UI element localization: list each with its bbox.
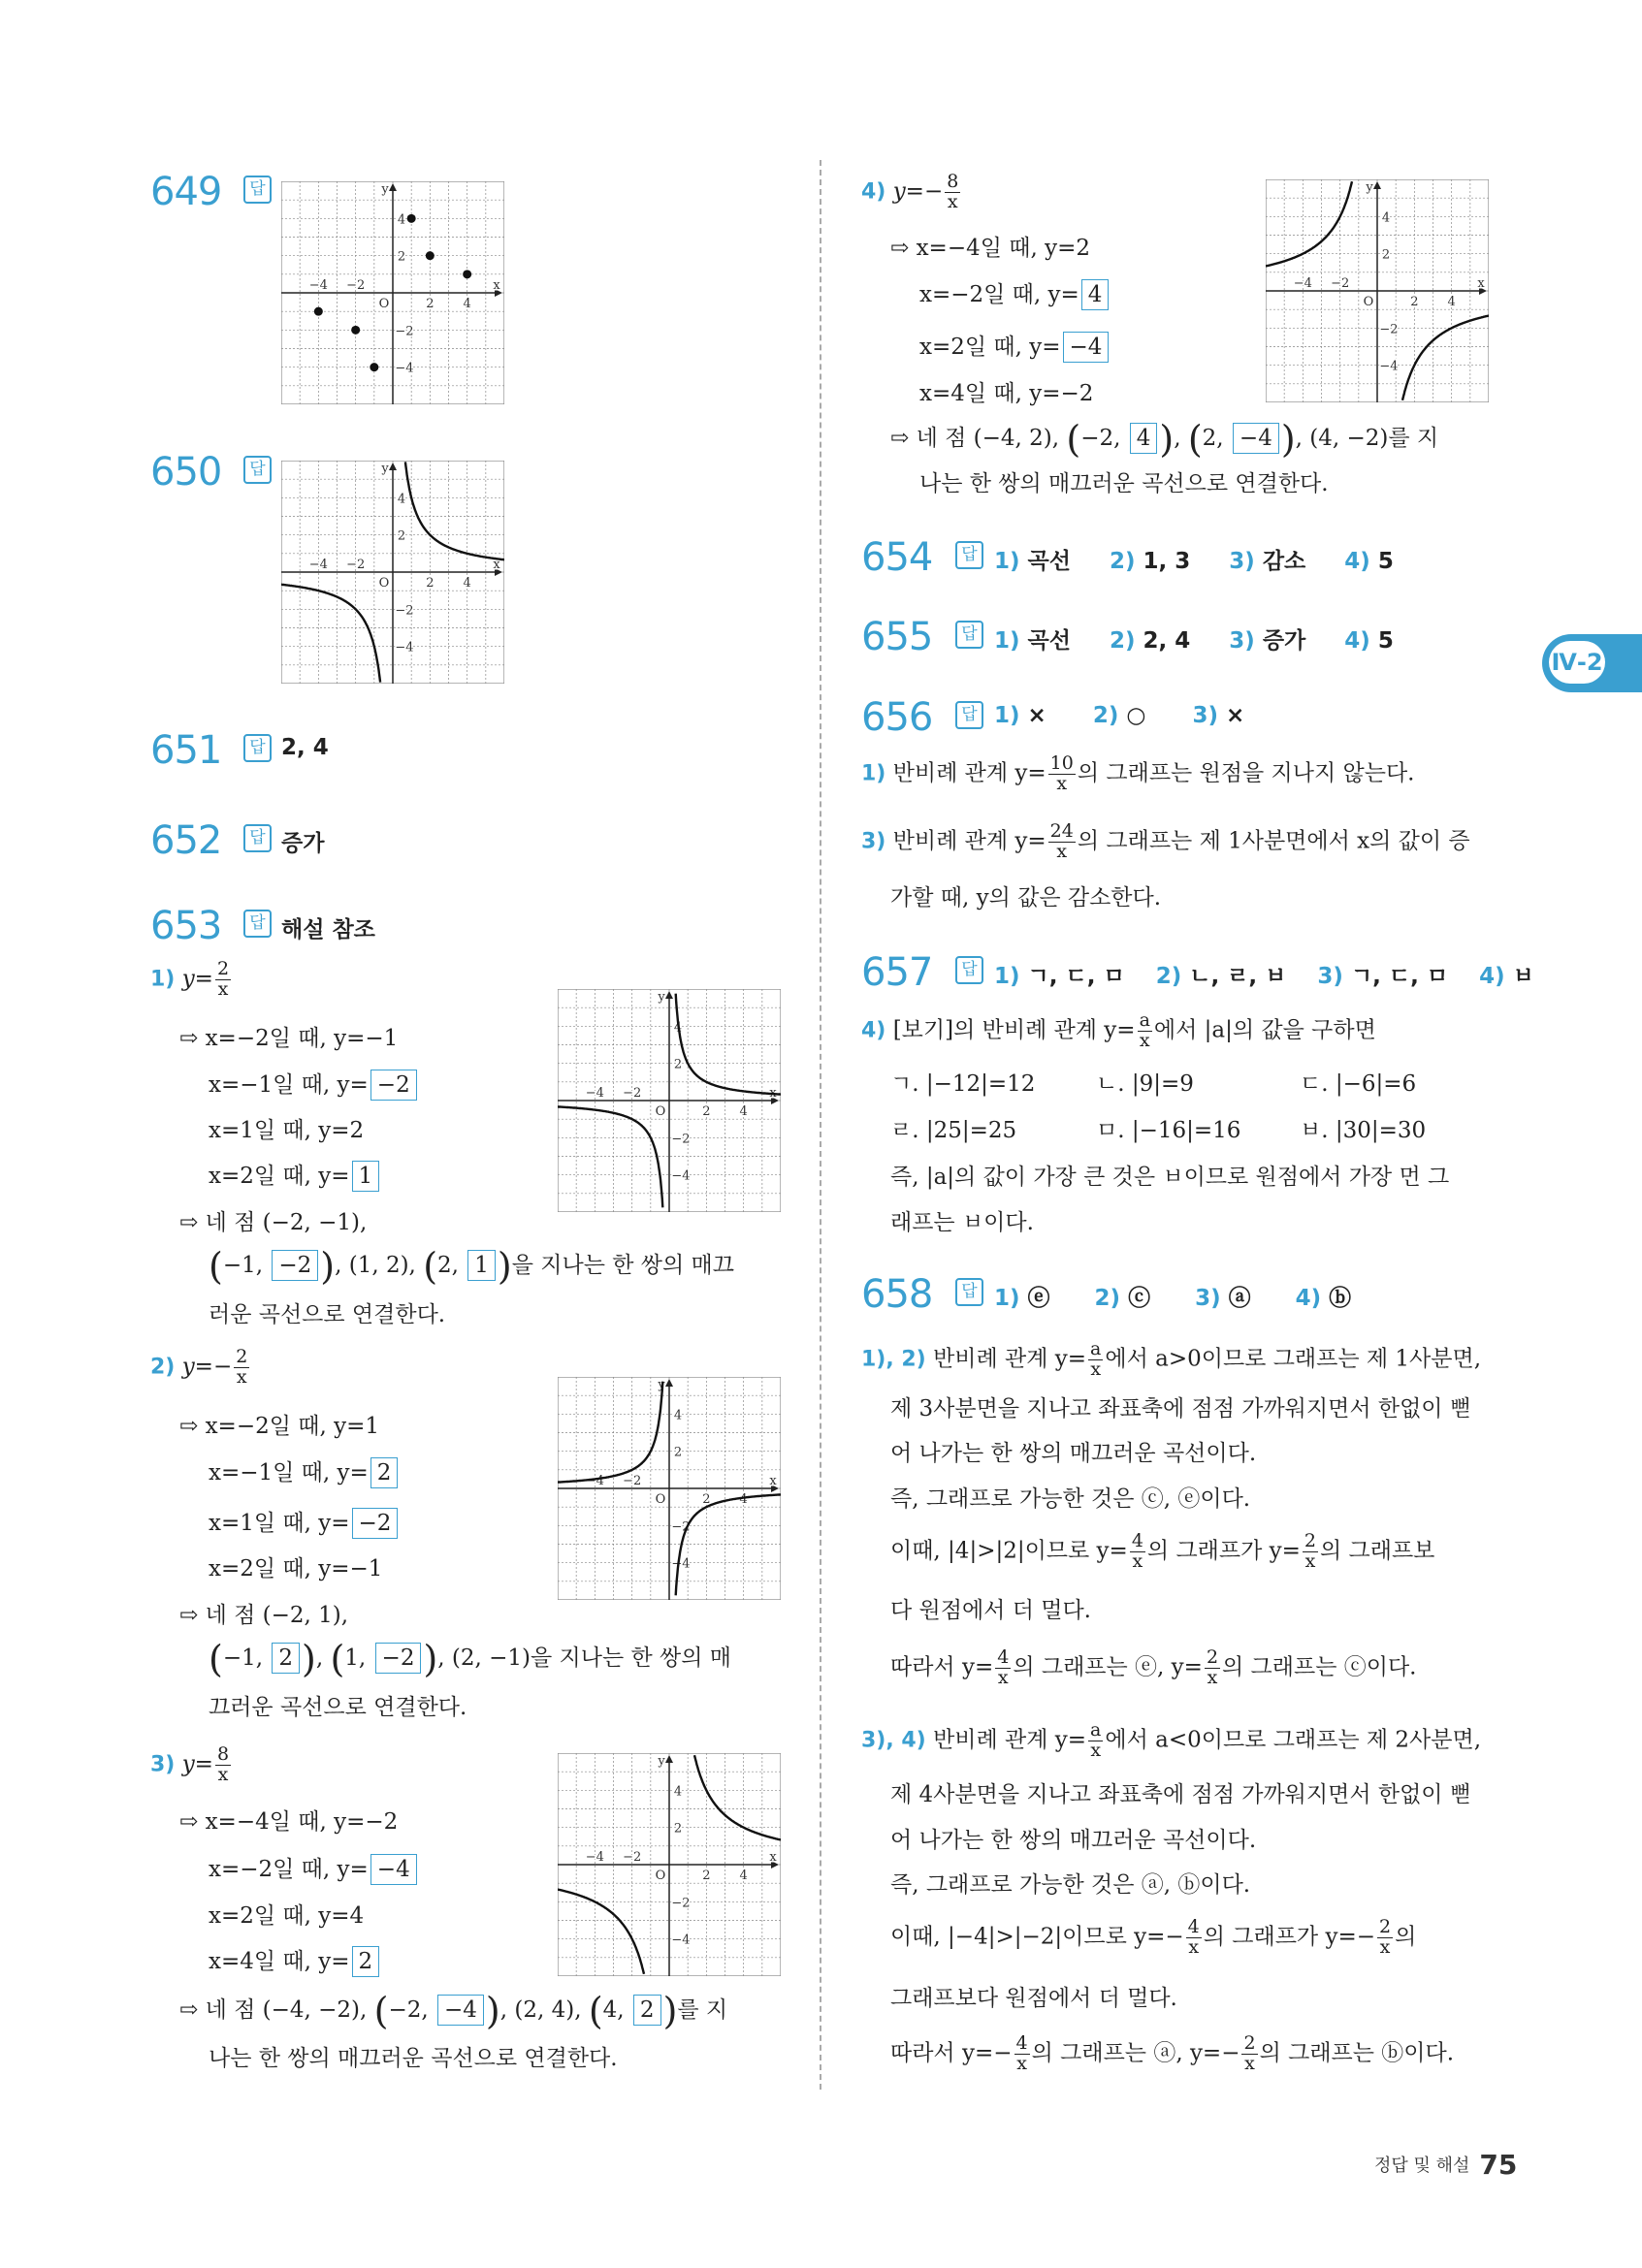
x-label: x <box>769 1086 777 1101</box>
coordinate-plane <box>558 1377 781 1600</box>
sol658-b-line1: 3), 4) 반비례 관계 y= $\frac{a}{x}$ 에서 a<0이므로 그래프는 제 2사분면, <box>861 1719 1482 1761</box>
sol657-row2-b: ㅁ. |−16|=16 <box>1096 1118 1241 1143</box>
answer-mark-651: 답 <box>243 734 272 762</box>
column-divider <box>820 160 821 2090</box>
answer-mark-657: 답 <box>955 956 983 984</box>
answer-mark-653: 답 <box>243 910 272 938</box>
tick-label: 4 <box>397 212 406 228</box>
sol653-2-line2: x=−1일 때, y= 2 <box>209 1457 400 1488</box>
x-label: x <box>493 558 500 572</box>
problem-653-number: 653 <box>150 904 222 948</box>
x-label: x <box>769 1474 777 1488</box>
sol653-1-line4: x=2일 때, y= 1 <box>209 1161 381 1192</box>
tick-label: −4 <box>671 1168 691 1184</box>
sol653-4-line1: ⇨ x=−4일 때, y=2 <box>890 236 1090 261</box>
sol656-line1: 1) 반비례 관계 y= $\frac{10}{x}$ 의 그래프는 원점을 지나지 않는다. <box>861 752 1415 794</box>
tick-label: 2 <box>702 1104 711 1119</box>
coordinate-plane <box>558 989 781 1212</box>
answer-mark-656: 답 <box>955 701 983 729</box>
sol653-4-line3: x=2일 때, y= −4 <box>919 332 1111 363</box>
y-label: y <box>658 1754 665 1769</box>
sol657-row1-c: ㄷ. |−6|=6 <box>1300 1071 1417 1097</box>
y-arrow-icon <box>389 463 397 470</box>
graph-649 <box>281 181 504 408</box>
hyperbola-branch <box>558 1382 662 1483</box>
problem-650-number: 650 <box>150 450 222 495</box>
tick-label: 4 <box>739 1104 748 1119</box>
sol653-1-equation: 1) y= $\frac{2}{x}$ <box>150 958 230 1000</box>
tick-label: 2 <box>673 1445 683 1460</box>
tick-label: −4 <box>1293 276 1312 291</box>
tick-label: 4 <box>463 297 471 311</box>
sol653-3-line3: x=2일 때, y=4 <box>209 1903 365 1929</box>
tick-label: 4 <box>463 576 471 591</box>
origin-label: O <box>655 1104 666 1119</box>
x-label: x <box>1477 276 1485 291</box>
sol653-2-line3: x=1일 때, y= −2 <box>209 1508 400 1539</box>
tick-label: −4 <box>395 361 414 376</box>
y-arrow-icon <box>665 991 673 999</box>
answer-652: 증가 <box>281 831 325 856</box>
x-label: x <box>769 1850 777 1865</box>
graph-653-1 <box>558 989 781 1216</box>
tick-label: −4 <box>585 1850 604 1865</box>
coordinate-plane <box>281 461 504 684</box>
sol658-a-line3: 어 나가는 한 쌍의 매끄러운 곡선이다. <box>890 1441 1257 1466</box>
coordinate-plane <box>1266 179 1489 402</box>
data-point <box>370 363 378 371</box>
sol657-line1: 4) [보기]의 반비례 관계 y= $\frac{a}{x}$ 에서 |a|의 값을 구하면 <box>861 1009 1376 1051</box>
tick-label: −4 <box>308 278 328 293</box>
sol658-b-line5: 이때, |−4|>|−2|이므로 y=− $\frac{4}{x}$ 의 그래프가 y=− $\frac{2}{x}$ 의 <box>890 1916 1417 1958</box>
sol657-line2: 즉, |a|의 값이 가장 큰 것은 ㅂ이므로 원점에서 가장 먼 그 <box>890 1165 1450 1190</box>
tick-label: 4 <box>739 1492 748 1507</box>
sol658-a-line2: 제 3사분면을 지나고 좌표축에 점점 가까워지면서 한없이 뻗 <box>890 1396 1472 1421</box>
tick-label: −2 <box>623 1474 642 1488</box>
tick-label: 2 <box>673 1821 683 1837</box>
tick-label: −2 <box>671 1132 691 1147</box>
sol656-line3: 가할 때, y의 값은 감소한다. <box>890 885 1162 910</box>
tick-label: 4 <box>673 1408 683 1423</box>
tick-label: −4 <box>308 558 328 572</box>
hyperbola-branch <box>558 1106 662 1207</box>
tick-label: −4 <box>395 640 414 655</box>
y-label: y <box>658 990 665 1005</box>
tick-label: −2 <box>671 1896 691 1911</box>
chapter-tab-label: Ⅳ-2 <box>1549 641 1605 684</box>
coordinate-plane <box>281 181 504 404</box>
tick-label: −4 <box>671 1556 691 1572</box>
y-arrow-icon <box>665 1755 673 1763</box>
tick-label: −4 <box>585 1474 604 1488</box>
tick-label: −4 <box>671 1933 691 1948</box>
tick-label: −2 <box>623 1086 642 1101</box>
tick-label: 2 <box>702 1492 711 1507</box>
sol653-2-line6: (−1, 2 ), (1, −2 ), (2, −1)을 지나는 한 쌍의 매 <box>209 1638 731 1680</box>
problem-656-number: 656 <box>861 695 933 740</box>
answer-653: 해설 참조 <box>281 917 375 942</box>
sol653-4-equation: 4) y=− $\frac{8}{x}$ <box>861 171 959 212</box>
x-label: x <box>493 278 500 293</box>
data-point <box>351 326 360 335</box>
problem-658-number: 658 <box>861 1272 933 1317</box>
answer-mark-650: 답 <box>243 456 272 484</box>
answer-mark-649: 답 <box>243 176 272 204</box>
problem-649-number: 649 <box>150 170 222 214</box>
tick-label: −2 <box>1331 276 1350 291</box>
sol653-4-line5: ⇨ 네 점 (−4, 2), (−2, 4 ), (2, −4 ), (4, −2)를 지 <box>890 418 1439 461</box>
sol653-2-line5: ⇨ 네 점 (−2, 1), <box>179 1603 349 1628</box>
y-arrow-icon <box>665 1379 673 1387</box>
tick-label: 2 <box>702 1869 711 1883</box>
hyperbola-branch <box>281 585 380 683</box>
y-label: y <box>1366 180 1373 195</box>
y-arrow-icon <box>1373 181 1381 189</box>
sol653-2-equation: 2) y=− $\frac{2}{x}$ <box>150 1346 248 1388</box>
answer-mark-652: 답 <box>243 824 272 852</box>
answer-658: 1) ⓔ 2) ⓒ 3) ⓐ 4) ⓑ <box>994 1286 1352 1311</box>
answer-651: 2, 4 <box>281 735 329 760</box>
tick-label: 2 <box>673 1057 683 1072</box>
sol656-line2: 3) 반비례 관계 y= $\frac{24}{x}$ 의 그래프는 제 1사분면에서 x의 값이 증 <box>861 820 1470 862</box>
sol658-b-line6: 그래프보다 원점에서 더 멀다. <box>890 1986 1177 2011</box>
sol653-1-line2: x=−1일 때, y= −2 <box>209 1070 419 1101</box>
tick-label: 4 <box>739 1869 748 1883</box>
y-label: y <box>381 182 389 197</box>
sol657-row2-a: ㄹ. |25|=25 <box>890 1118 1017 1143</box>
sol658-b-line3: 어 나가는 한 쌍의 매끄러운 곡선이다. <box>890 1828 1257 1853</box>
data-point <box>426 251 435 260</box>
sol653-4-line6: 나는 한 쌍의 매끄러운 곡선으로 연결한다. <box>919 471 1329 496</box>
y-arrow-icon <box>389 183 397 191</box>
problem-654-number: 654 <box>861 535 933 580</box>
hyperbola-branch <box>676 1494 781 1595</box>
tick-label: 4 <box>1381 210 1391 226</box>
tick-label: −2 <box>395 603 414 619</box>
sol653-3-equation: 3) y= $\frac{8}{x}$ <box>150 1743 230 1785</box>
graph-653-2 <box>558 1377 781 1604</box>
sol658-b-line4: 즉, 그래프로 가능한 것은 ⓐ, ⓑ이다. <box>890 1872 1251 1898</box>
tick-label: 2 <box>426 576 435 591</box>
problem-651-number: 651 <box>150 728 222 773</box>
sol653-2-line1: ⇨ x=−2일 때, y=1 <box>179 1414 379 1439</box>
page-number: 75 <box>1479 2149 1518 2181</box>
problem-655-number: 655 <box>861 615 933 659</box>
data-point <box>463 270 471 278</box>
sol658-a-line6: 다 원점에서 더 멀다. <box>890 1598 1091 1623</box>
origin-label: O <box>655 1492 666 1507</box>
data-point <box>314 307 323 316</box>
sol658-b-line2: 제 4사분면을 지나고 좌표축에 점점 가까워지면서 한없이 뻗 <box>890 1782 1472 1807</box>
answer-656: 1) × 2) ○ 3) × <box>994 703 1245 728</box>
tick-label: −4 <box>585 1086 604 1101</box>
graph-653-3 <box>558 1753 781 1980</box>
sol653-1-line6: (−1, −2 ), (1, 2), (2, 1 )을 지나는 한 쌍의 매끄 <box>209 1245 734 1288</box>
y-label: y <box>658 1378 665 1392</box>
sol658-a-line7: 따라서 y= $\frac{4}{x}$ 의 그래프는 ⓔ, y= $\frac{2}{x}$ 의 그래프는 ⓒ이다. <box>890 1646 1417 1688</box>
tick-label: 2 <box>1381 247 1391 263</box>
answer-655: 1) 곡선 2) 2, 4 3) 증가 4) 5 <box>994 628 1394 654</box>
problem-657-number: 657 <box>861 950 933 995</box>
tick-label: 4 <box>397 492 406 507</box>
tick-label: 4 <box>673 1020 683 1036</box>
hyperbola-branch <box>405 462 504 559</box>
tick-label: 4 <box>1447 295 1456 309</box>
sol658-b-line7: 따라서 y=− $\frac{4}{x}$ 의 그래프는 ⓐ, y=− $\frac{2}{x}$ 의 그래프는 ⓑ이다. <box>890 2032 1455 2074</box>
tick-label: 2 <box>426 297 435 311</box>
origin-label: O <box>378 297 390 311</box>
graph-653-4 <box>1266 179 1489 406</box>
sol653-1-line3: x=1일 때, y=2 <box>209 1118 365 1143</box>
sol658-a-line1: 1), 2) 반비례 관계 y= $\frac{a}{x}$ 에서 a>0이므로 그래프는 제 1사분면, <box>861 1338 1482 1380</box>
sol653-1-line7: 러운 곡선으로 연결한다. <box>209 1302 446 1327</box>
tick-label: −4 <box>1379 359 1399 374</box>
chapter-tab <box>1542 634 1642 692</box>
tick-label: 4 <box>673 1784 683 1800</box>
sol657-line3: 래프는 ㅂ이다. <box>890 1210 1034 1235</box>
tick-label: −2 <box>671 1519 691 1535</box>
sol653-4-line4: x=4일 때, y=−2 <box>919 381 1094 406</box>
sol653-1-line1: ⇨ x=−2일 때, y=−1 <box>179 1026 399 1051</box>
tick-label: −2 <box>623 1850 642 1865</box>
page-footer <box>1374 2149 1517 2181</box>
answer-657: 1) ㄱ, ㄷ, ㅁ 2) ㄴ, ㄹ, ㅂ 3) ㄱ, ㄷ, ㅁ 4) ㅂ <box>994 964 1534 989</box>
tick-label: 2 <box>1410 295 1419 309</box>
sol657-row1-a: ㄱ. |−12|=12 <box>890 1071 1036 1097</box>
tick-label: 2 <box>397 528 406 544</box>
graph-650 <box>281 461 504 687</box>
answer-mark-654: 답 <box>955 541 983 569</box>
origin-label: O <box>655 1869 666 1883</box>
y-label: y <box>381 462 389 476</box>
hyperbola-branch <box>673 994 781 1095</box>
answer-mark-655: 답 <box>955 621 983 649</box>
sol653-3-line6: 나는 한 쌍의 매끄러운 곡선으로 연결한다. <box>209 2046 618 2071</box>
sol653-3-line5: ⇨ 네 점 (−4, −2), (−2, −4 ), (2, 4), (4, 2 )를 지 <box>179 1990 728 2032</box>
footer-text: 정답 및 해설 <box>1374 2156 1470 2176</box>
sol657-row1-b: ㄴ. |9|=9 <box>1096 1071 1194 1097</box>
tick-label: −2 <box>346 558 366 572</box>
sol658-a-line5: 이때, |4|>|2|이므로 y= $\frac{4}{x}$ 의 그래프가 y= $\frac{2}{x}$ 의 그래프보 <box>890 1530 1435 1572</box>
tick-label: −2 <box>395 324 414 339</box>
origin-label: O <box>1363 295 1374 309</box>
answer-mark-658: 답 <box>955 1278 983 1306</box>
sol653-2-line7: 끄러운 곡선으로 연결한다. <box>209 1695 467 1720</box>
tick-label: −2 <box>346 278 366 293</box>
sol653-3-line2: x=−2일 때, y= −4 <box>209 1854 419 1885</box>
problem-652-number: 652 <box>150 818 222 863</box>
tick-label: −2 <box>1379 322 1399 337</box>
sol653-3-line1: ⇨ x=−4일 때, y=−2 <box>179 1809 399 1835</box>
data-point <box>407 214 416 223</box>
tick-label: 2 <box>397 249 406 265</box>
sol657-row2-c: ㅂ. |30|=30 <box>1300 1118 1427 1143</box>
sol653-1-line5: ⇨ 네 점 (−2, −1), <box>179 1210 368 1235</box>
sol653-3-line4: x=4일 때, y= 2 <box>209 1946 381 1977</box>
answer-654: 1) 곡선 2) 1, 3 3) 감소 4) 5 <box>994 549 1394 574</box>
coordinate-plane <box>558 1753 781 1976</box>
sol658-a-line4: 즉, 그래프로 가능한 것은 ⓒ, ⓔ이다. <box>890 1486 1251 1512</box>
sol653-4-line2: x=−2일 때, y= 4 <box>919 279 1111 310</box>
sol653-2-line4: x=2일 때, y=−1 <box>209 1556 383 1581</box>
origin-label: O <box>378 576 390 591</box>
